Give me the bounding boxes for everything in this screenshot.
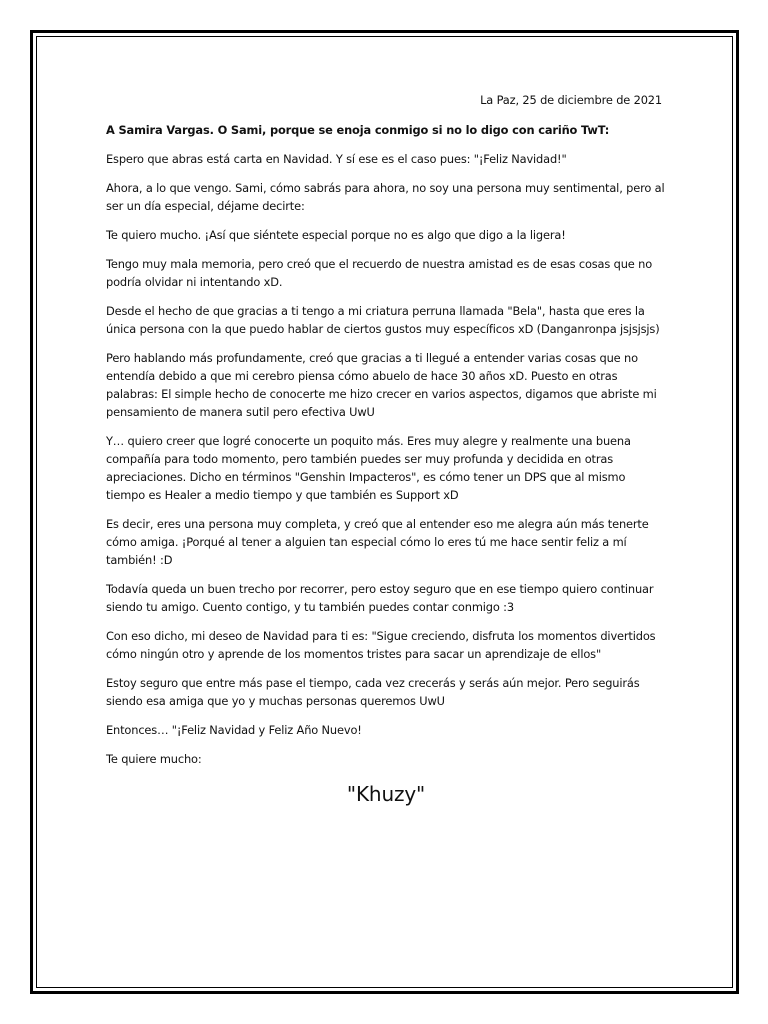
paragraph: Con eso dicho, mi deseo de Navidad para ti es: "Sigue creciendo, disfruta los momentos divertidos cómo ningún otro y aprende de los momentos tristes para sacar un aprendizaje de ellos"	[106, 629, 656, 661]
paragraph: Y… quiero creer que logré conocerte un poquito más. Eres muy alegre y realmente una buena compañía para todo momento, pero también puedes ser muy profunda y decidida en otras apreciaciones. Dicho en términos "Genshin Impacteros", es cómo tener un DPS que al mismo tiempo es Healer a medio tiempo y que también es Support xD	[106, 434, 631, 502]
letter-body	[106, 91, 666, 806]
letter-greeting: A Samira Vargas. O Sami, porque se enoja conmigo si no lo digo con cariño TwT:	[106, 123, 610, 137]
paragraph: Estoy seguro que entre más pase el tiempo, cada vez crecerás y serás aún mejor. Pero seguirás siendo esa amiga que yo y muchas personas queremos UwU	[106, 676, 640, 708]
paragraph: Desde el hecho de que gracias a ti tengo a mi criatura perruna llamada "Bela", hasta que eres la única persona con la que puedo hablar de ciertos gustos muy específicos xD (Danganronpa jsjsjsjs)	[106, 304, 660, 336]
closing-line: Te quiere mucho:	[106, 752, 202, 766]
paragraph: Todavía queda un buen trecho por recorrer, pero estoy seguro que en ese tiempo quiero continuar siendo tu amigo. Cuento contigo, y tu también puedes contar conmigo :3	[106, 582, 654, 614]
letter-signature: "Khuzy"	[346, 782, 426, 806]
paragraph: Tengo muy mala memoria, pero creó que el recuerdo de nuestra amistad es de esas cosas que no podría olvidar ni intentando xD.	[106, 257, 653, 289]
paragraph: Es decir, eres una persona muy completa, y creó que al entender eso me alegra aún más tenerte cómo amiga. ¡Porqué al tener a alguien tan especial cómo lo eres tú me hace sentir feliz a mí también! :D	[106, 517, 649, 567]
paragraph: Pero hablando más profundamente, creó que gracias a ti llegué a entender varias cosas que no entendía debido a que mi cerebro piensa cómo abuelo de hace 30 años xD. Puesto en otras palabras: El simple hecho de conocerte me hizo crecer en varios aspectos, digamos que abriste mi pensamiento de manera sutil pero efectiva UwU	[106, 351, 657, 419]
paragraph: Ahora, a lo que vengo. Sami, cómo sabrás para ahora, no soy una persona muy sentimental, pero al ser un día especial, déjame decirte:	[106, 181, 665, 213]
paragraph: Entonces… "¡Feliz Navidad y Feliz Año Nuevo!	[106, 723, 362, 737]
paragraph: Te quiero mucho. ¡Así que siéntete especial porque no es algo que digo a la ligera!	[106, 228, 566, 242]
paragraph: Espero que abras está carta en Navidad. Y sí ese es el caso pues: "¡Feliz Navidad!"	[106, 152, 567, 166]
letter-date: La Paz, 25 de diciembre de 2021	[480, 93, 662, 107]
